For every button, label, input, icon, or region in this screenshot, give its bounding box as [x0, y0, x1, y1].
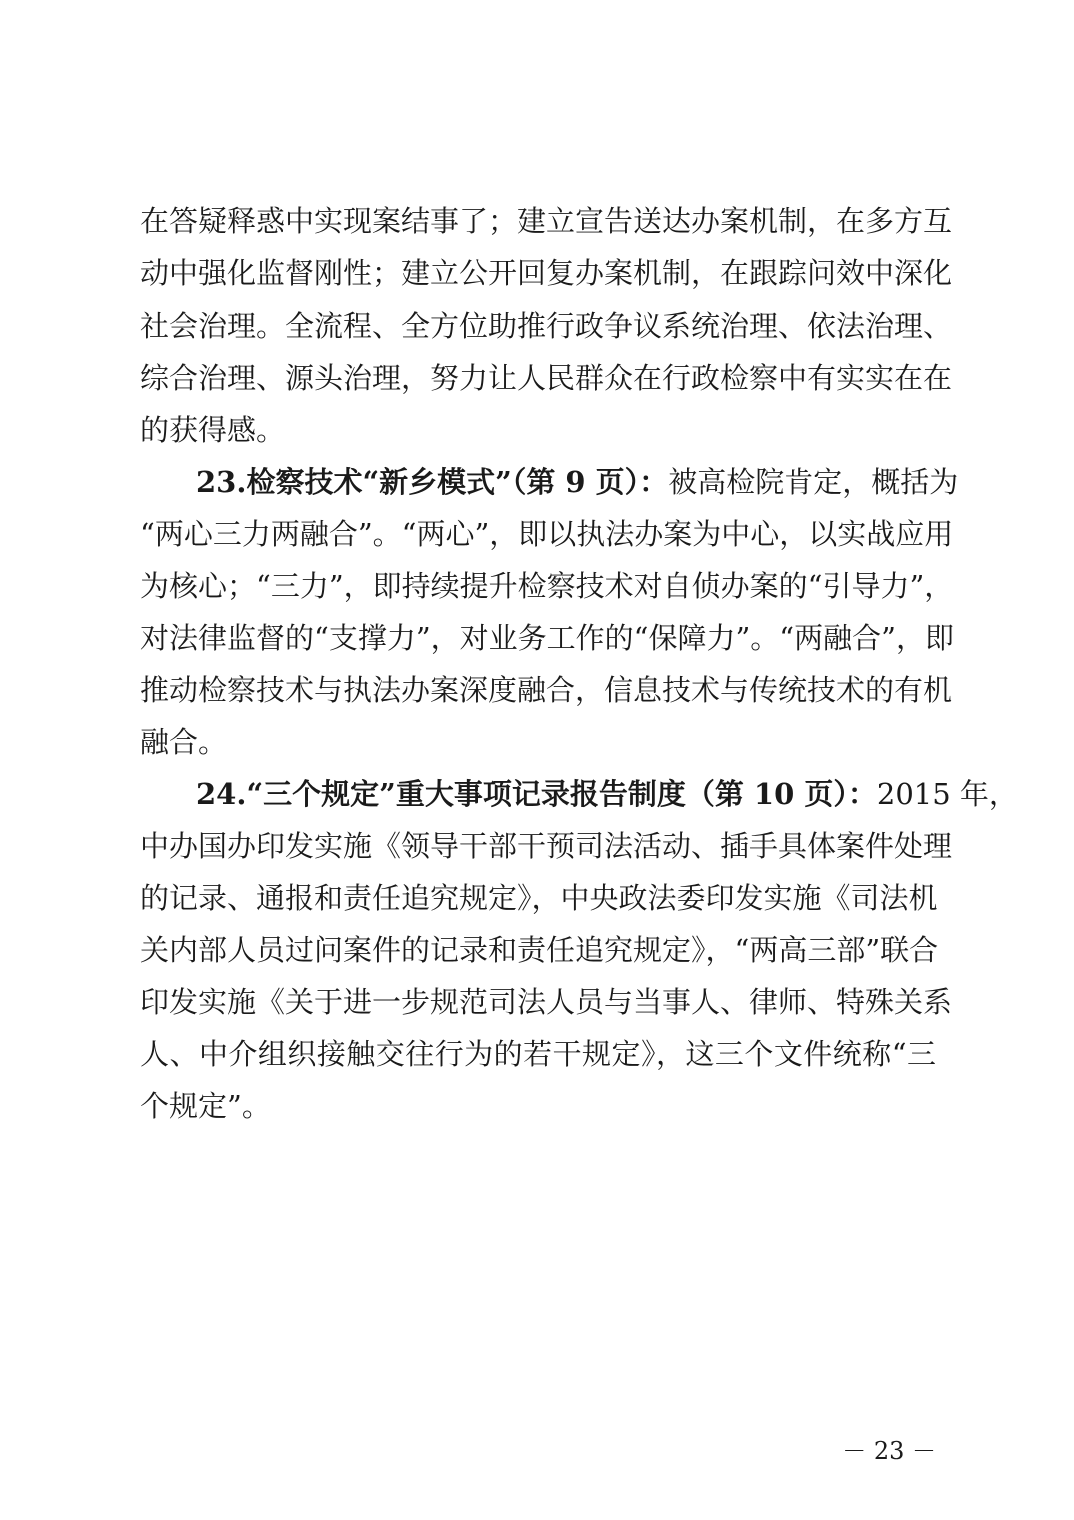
item-24-heading: 24.“三个规定”重大事项记录报告制度（第 10 页）：: [196, 777, 877, 811]
page-number: － 23 －: [842, 1437, 936, 1465]
paragraph-line: 的记录、通报和责任追究规定》，中央政法委印发实施《司法机: [140, 881, 938, 915]
paragraph-24-first-line: [196, 774, 1018, 814]
paragraph-23-first-line: [196, 462, 959, 502]
paragraph-line: 社会治理。全流程、全方位助推行政争议系统治理、依法治理、: [140, 309, 953, 343]
paragraph-line: 的获得感。: [140, 413, 286, 447]
item-23-first-line-text: 被高检院肯定，概括为: [668, 465, 959, 499]
paragraph-line: “两心三力两融合”。“两心”，即以执法办案为中心，以实战应用: [140, 517, 954, 551]
paragraph-line: 动中强化监督刚性；建立公开回复办案机制，在跟踪问效中深化: [140, 256, 953, 290]
paragraph-line: 个规定”。: [140, 1089, 271, 1123]
paragraph-line: 为核心；“三力”，即持续提升检察技术对自侦办案的“引导力”，: [140, 569, 954, 603]
paragraph-line: 融合。: [140, 725, 228, 759]
paragraph-line: 推动检察技术与执法办案深度融合，信息技术与传统技术的有机: [140, 673, 953, 707]
paragraph-line: 关内部人员过问案件的记录和责任追究规定》，“两高三部”联合: [140, 933, 939, 967]
paragraph-line: 综合治理、源头治理，努力让人民群众在行政检察中有实实在在: [140, 361, 953, 395]
item-24-first-line-text: 2015 年，: [876, 777, 1018, 811]
paragraph-line: 中办国办印发实施《领导干部干预司法活动、插手具体案件处理: [140, 829, 953, 863]
paragraph-line: 对法律监督的“支撑力”，对业务工作的“保障力”。“两融合”，即: [140, 621, 954, 655]
paragraph-line: 在答疑释惑中实现案结事了；建立宣告送达办案机制，在多方互: [140, 204, 953, 238]
paragraph-line: 人、中介组织接触交往行为的若干规定》，这三个文件统称“三: [140, 1037, 936, 1071]
item-23-heading: 23.检察技术“新乡模式”（第 9 页）：: [196, 465, 669, 499]
paragraph-line: 印发实施《关于进一步规范司法人员与当事人、律师、特殊关系: [140, 985, 953, 1019]
